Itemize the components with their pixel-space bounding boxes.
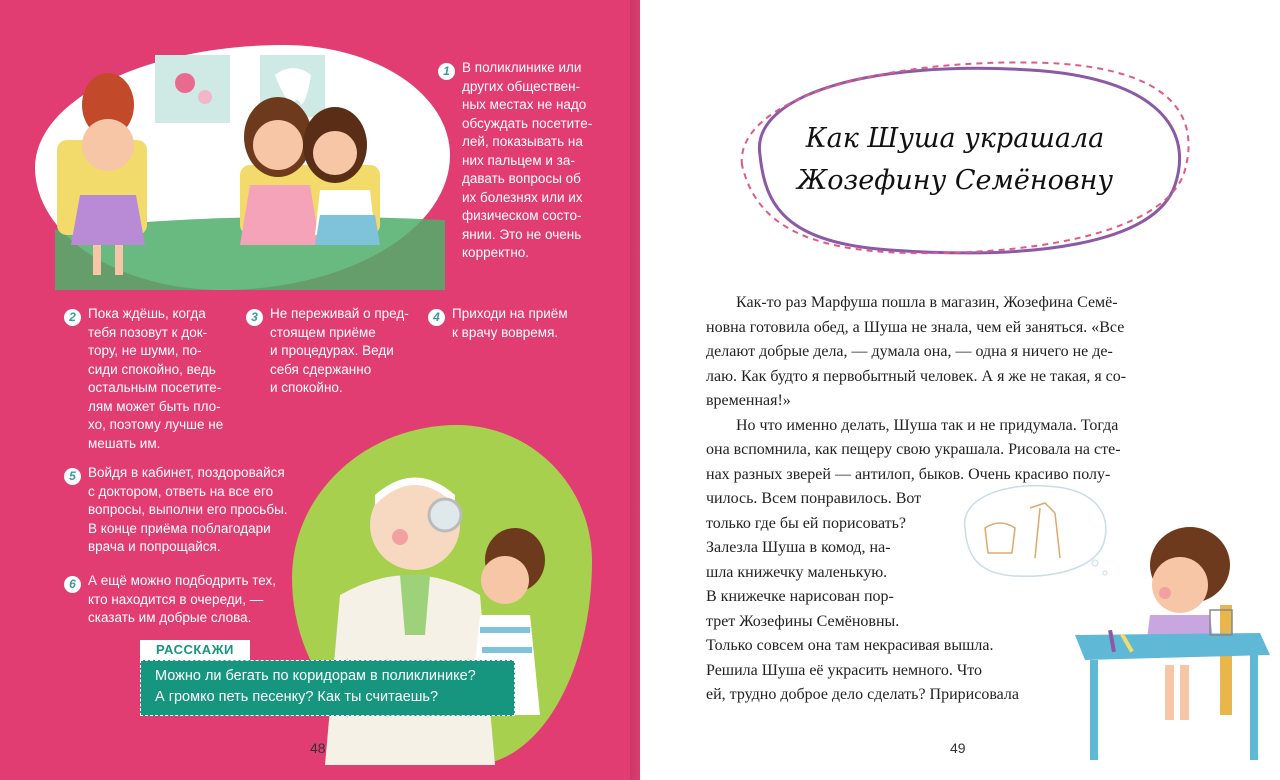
page-number-right: 49 xyxy=(950,740,966,756)
story-line: Решила Шуша её украсить немного. Что xyxy=(706,661,983,679)
tip-3-number: 3 xyxy=(246,309,263,326)
story-line: нах разных зверей — антилоп, быков. Очень красиво полу- xyxy=(706,465,1111,483)
story-line: временная!» xyxy=(706,392,791,409)
tip-line: корректно. xyxy=(462,245,530,260)
tip-line: сказать им добрые слова. xyxy=(88,610,252,625)
tip-line: янии. Это не очень xyxy=(462,226,582,242)
tip-line: сиди спокойно, ведь xyxy=(88,361,216,377)
tip-line: себя сдержанно xyxy=(270,361,372,377)
waiting-room-illustration xyxy=(35,45,450,290)
story-line: Залезла Шуша в комод, на- xyxy=(706,539,891,556)
story-line: лаю. Как будто я первобытный человек. А я же не такая, я со- xyxy=(706,367,1127,385)
tip-line: стоящем приёме xyxy=(270,324,376,340)
tip-line: хо, поэтому лучше не xyxy=(88,417,224,432)
story-line: Но что именно делать, Шуша так и не придумала. Тогда xyxy=(736,416,1119,434)
tip-6-number: 6 xyxy=(64,576,81,593)
tip-2-text xyxy=(88,305,248,453)
tip-4-text xyxy=(452,305,602,342)
tip-line: Не переживай о пред- xyxy=(270,306,409,321)
tip-5-text xyxy=(88,464,318,557)
tip-line: других обществен- xyxy=(462,78,581,94)
tip-line: их болезнях или их xyxy=(462,189,583,205)
tip-2-number: 2 xyxy=(64,309,81,326)
story-line: она вспомнила, как пещеру свою украшала. Рисовала на сте- xyxy=(706,441,1121,458)
tip-line: Войдя в кабинет, поздоровайся xyxy=(88,465,285,480)
shusha-at-table-illustration xyxy=(1070,525,1280,770)
story-line: шла книжечку маленькую. xyxy=(706,563,888,581)
tip-5-number: 5 xyxy=(64,468,81,485)
tip-line: тору, не шуми, по- xyxy=(88,343,202,358)
story-title-line-2: Жозефину Семёновну xyxy=(796,165,1114,196)
page-number-left: 48 xyxy=(310,740,326,756)
story-line: ей, трудно доброе дело сделать? Пририсовала xyxy=(706,686,1019,703)
story-line: Как-то раз Марфуша пошла в магазин, Жозефина Семё- xyxy=(736,294,1118,311)
tip-line: мешать им. xyxy=(88,435,161,451)
tip-line: В конце приёма поблагодари xyxy=(88,520,271,536)
story-title xyxy=(780,118,1130,202)
doctor-illustration xyxy=(300,465,560,765)
tip-line: В поликлинике или xyxy=(462,60,582,75)
tip-6-text xyxy=(88,572,308,628)
story-title-line-1: Как Шуша украшала xyxy=(805,123,1105,154)
story-line: В книжечке нарисован пор- xyxy=(706,588,894,605)
tip-line: них пальцем и за- xyxy=(462,152,575,168)
tip-line: давать вопросы об xyxy=(462,171,581,186)
tip-1-text xyxy=(462,59,632,263)
story-line: делают добрые дела, — думала она, — одна я ничего не де- xyxy=(706,343,1113,360)
story-line: трет Жозефины Семёновны. xyxy=(706,612,900,630)
tip-line: Приходи на приём xyxy=(452,306,568,321)
tip-line: врача и попрощайся. xyxy=(88,539,221,554)
tip-line: с доктором, ответь на все его xyxy=(88,483,274,499)
tip-line: ных местах не надо xyxy=(462,97,587,112)
tip-line: лей, показывать на xyxy=(462,134,583,149)
tip-4-number: 4 xyxy=(428,309,445,326)
tip-line: к врачу вовремя. xyxy=(452,324,559,340)
tip-line: и процедурах. Веди xyxy=(270,343,394,358)
rasskazhi-question xyxy=(155,666,476,708)
story-line: только где бы ей порисовать? xyxy=(706,514,907,532)
tip-3-text xyxy=(270,305,425,398)
tip-line: кто находится в очереди, — xyxy=(88,591,264,607)
tip-line: тебя позовут к док- xyxy=(88,324,208,340)
rasskazhi-line-1: Можно ли бегать по коридорам в поликлинике? xyxy=(155,668,476,684)
tip-1-number: 1 xyxy=(438,63,455,80)
tip-line: А ещё можно подбодрить тех, xyxy=(88,573,276,588)
tip-line: лям может быть пло- xyxy=(88,398,221,414)
story-line: чилось. Всем понравилось. Вот xyxy=(706,490,922,507)
rasskazhi-line-2: А громко петь песенку? Как ты считаешь? xyxy=(155,689,439,705)
tip-line: физическом состо- xyxy=(462,208,582,223)
rasskazhi-label: РАССКАЖИ xyxy=(140,640,250,660)
story-line: Только совсем она там некрасивая вышла. xyxy=(706,637,994,654)
tip-line: обсуждать посетите- xyxy=(462,115,593,131)
tip-line: Пока ждёшь, когда xyxy=(88,306,206,321)
story-line: новна готовила обед, а Шуша не знала, чем ей заняться. «Все xyxy=(706,318,1125,336)
tip-line: остальным посетите- xyxy=(88,380,222,395)
tip-line: вопросы, выполни его просьбы. xyxy=(88,502,288,517)
tip-line: и спокойно. xyxy=(270,380,343,395)
